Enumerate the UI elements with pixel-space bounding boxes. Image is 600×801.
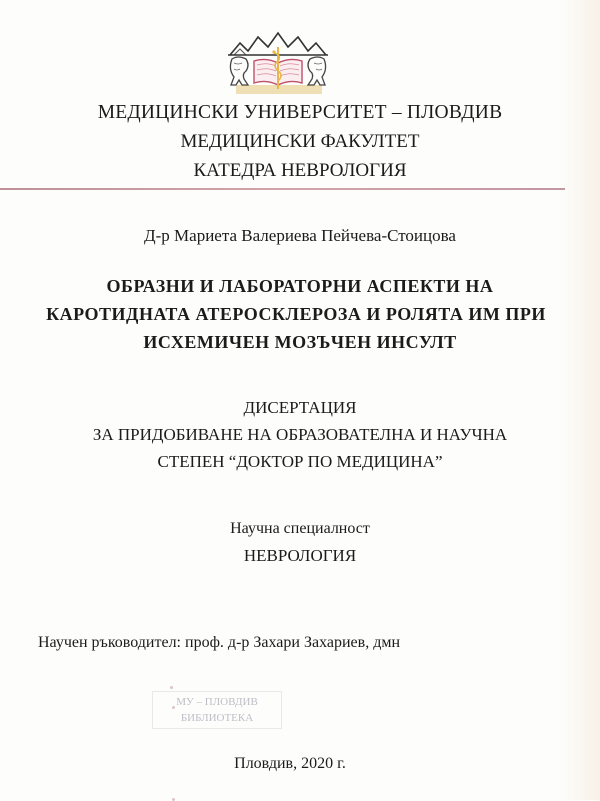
degree-purpose-line-1: ЗА ПРИДОБИВАНЕ НА ОБРАЗОВАТЕЛНА И НАУЧНА <box>92 425 508 444</box>
scan-speck <box>170 686 173 689</box>
degree-purpose-line-2: СТЕПЕН “ДОКТОР ПО МЕДИЦИНА” <box>157 452 443 471</box>
dissertation-title-line-1: ОБРАЗНИ И ЛАБОРАТОРНИ АСПЕКТИ НА <box>106 276 494 296</box>
library-stamp <box>152 691 282 729</box>
scan-speck <box>172 706 175 709</box>
stamp-line-1: МУ – ПЛОВДИВ <box>176 696 258 708</box>
department-name: КАТЕДРА НЕВРОЛОГИЯ <box>193 160 407 181</box>
faculty-name: МЕДИЦИНСКИ ФАКУЛТЕТ <box>180 131 420 152</box>
place-and-year: Пловдив, 2020 г. <box>234 755 346 772</box>
specialty-value: НЕВРОЛОГИЯ <box>243 546 357 565</box>
scientific-supervisor: Научен ръководител: проф. д-р Захари Захариев, дмн <box>38 634 401 651</box>
author-name: Д-р Мариета Валериева Пейчева-Стоицова <box>144 226 456 245</box>
dissertation-title-line-2: КАРОТИДНАТА АТЕРОСКЛЕРОЗА И РОЛЯТА ИМ ПРИ <box>46 304 546 324</box>
specialty-label: Научна специалност <box>230 520 370 537</box>
stamp-line-2: БИБЛИОТЕКА <box>180 712 254 724</box>
header-divider <box>0 188 565 190</box>
university-name: МЕДИЦИНСКИ УНИВЕРСИТЕТ – ПЛОВДИВ <box>97 102 503 123</box>
dissertation-label: ДИСЕРТАЦИЯ <box>243 398 357 417</box>
university-crest-icon <box>222 25 334 97</box>
dissertation-title-line-3: ИСХЕМИЧЕН МОЗЪЧЕН ИНСУЛТ <box>143 332 457 352</box>
